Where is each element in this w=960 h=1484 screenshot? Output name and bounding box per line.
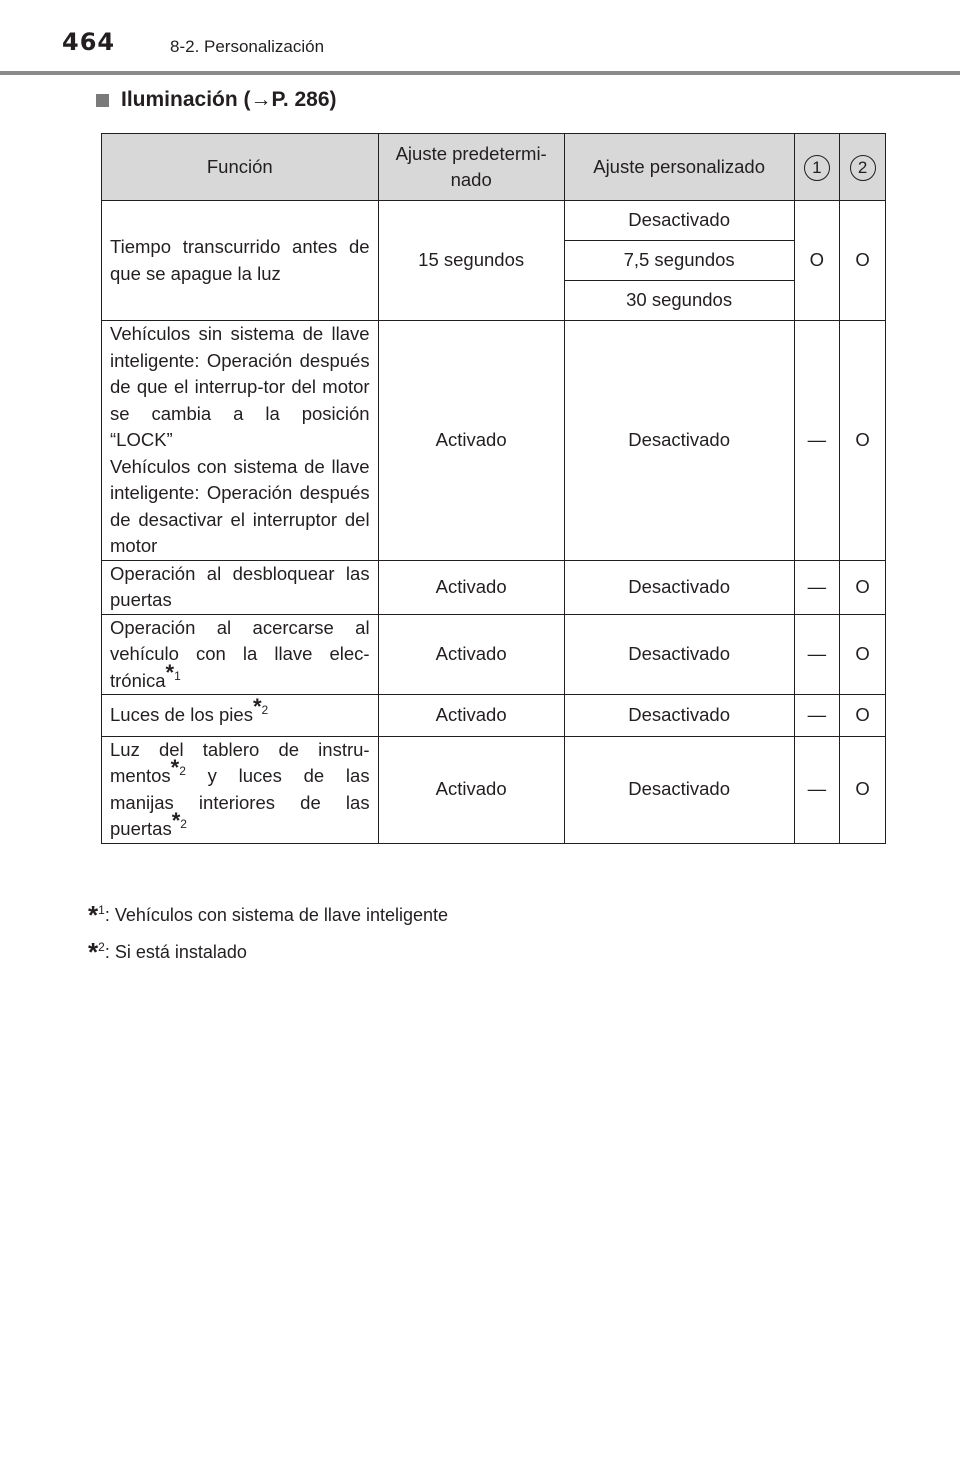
function-cell (102, 736, 379, 843)
default-cell: 15 segundos (378, 201, 564, 321)
col2-cell: O (840, 201, 886, 321)
default-cell: Activado (378, 321, 564, 561)
custom-cell: Desactivado (564, 201, 794, 241)
function-cell (102, 695, 379, 737)
footnote-ref: 2 (179, 763, 186, 778)
col1-cell: O (794, 201, 840, 321)
col2-cell: O (840, 321, 886, 561)
table-row (102, 560, 886, 614)
header-col-2 (840, 134, 886, 201)
function-cell (102, 614, 379, 695)
footnote-text: : Vehículos con sistema de llave inteligente (104, 905, 449, 925)
function-text-a: Luz del tablero de instru-mentos (110, 738, 370, 786)
custom-cell: Desactivado (564, 321, 794, 561)
function-text: Operación al acercarse al vehículo con la llave elec-trónica (110, 616, 370, 691)
table-row (102, 201, 886, 241)
default-cell: Activado (378, 695, 564, 737)
asterisk-icon: * (170, 754, 180, 780)
default-cell: Activado (378, 614, 564, 695)
asterisk-icon: * (165, 659, 175, 685)
default-cell: Activado (378, 560, 564, 614)
section-label: 8-2. Personalización (170, 37, 325, 56)
table-row (102, 695, 886, 737)
custom-cell: Desactivado (564, 695, 794, 737)
footnote-1 (88, 900, 448, 931)
col1-cell: — (794, 321, 840, 561)
function-cell: Operación al desbloquear las puertas (102, 560, 379, 614)
table-row (102, 736, 886, 843)
footnote-ref: 2 (261, 702, 269, 717)
section-title-text: Iluminación ( (121, 88, 251, 111)
footnote-number: 2 (98, 940, 105, 954)
asterisk-icon: * (252, 693, 262, 719)
footnote-2 (88, 937, 247, 968)
function-text-b: Vehículos con sistema de llave inteligente: Operación después de desactivar el interruptor del motor (110, 455, 370, 556)
col1-cell: — (794, 560, 840, 614)
col2-cell: O (840, 736, 886, 843)
circled-2-icon: 2 (850, 155, 876, 181)
col1-cell: — (794, 614, 840, 695)
arrow-icon: → (250, 88, 272, 111)
function-text: Luces de los pies (110, 704, 253, 725)
circled-1-icon: 1 (804, 155, 830, 181)
asterisk-icon: * (88, 937, 99, 967)
custom-cell: Desactivado (564, 560, 794, 614)
custom-cell: Desactivado (564, 736, 794, 843)
page-reference-link[interactable]: P. 286) (271, 88, 337, 111)
footnote-ref: 2 (180, 816, 187, 831)
col2-cell: O (840, 614, 886, 695)
table-row (102, 321, 886, 561)
function-cell: Tiempo transcurrido antes de que se apague la luz (102, 201, 379, 321)
asterisk-icon: * (88, 900, 99, 930)
col1-cell: — (794, 736, 840, 843)
page-number: 464 (62, 28, 116, 56)
header-function: Función (102, 134, 379, 201)
default-cell: Activado (378, 736, 564, 843)
header-custom: Ajuste personalizado (564, 134, 794, 201)
col2-cell: O (840, 695, 886, 737)
footnote-number: 1 (98, 903, 105, 917)
function-cell (102, 321, 379, 561)
header-col-1 (794, 134, 840, 201)
function-text-a: Vehículos sin sistema de llave inteligente: Operación después de que el interrup-tor del motor se cambia a la posición “LOCK” (110, 323, 370, 450)
custom-cell: Desactivado (564, 614, 794, 695)
table-row (102, 614, 886, 695)
col2-cell: O (840, 560, 886, 614)
footnote-text: : Si está instalado (104, 942, 247, 962)
section-title (96, 88, 337, 112)
asterisk-icon: * (171, 807, 181, 833)
header-default: Ajuste predetermi-nado (378, 134, 564, 201)
header-divider (0, 71, 960, 75)
function-text-b: y luces de las manijas interiores de las puertas (110, 765, 370, 839)
table-header-row (102, 134, 886, 201)
square-bullet-icon (96, 94, 109, 107)
settings-table (101, 133, 886, 844)
col1-cell: — (794, 695, 840, 737)
custom-cell: 7,5 segundos (564, 241, 794, 281)
custom-cell: 30 segundos (564, 281, 794, 321)
footnote-ref: 1 (174, 668, 181, 683)
